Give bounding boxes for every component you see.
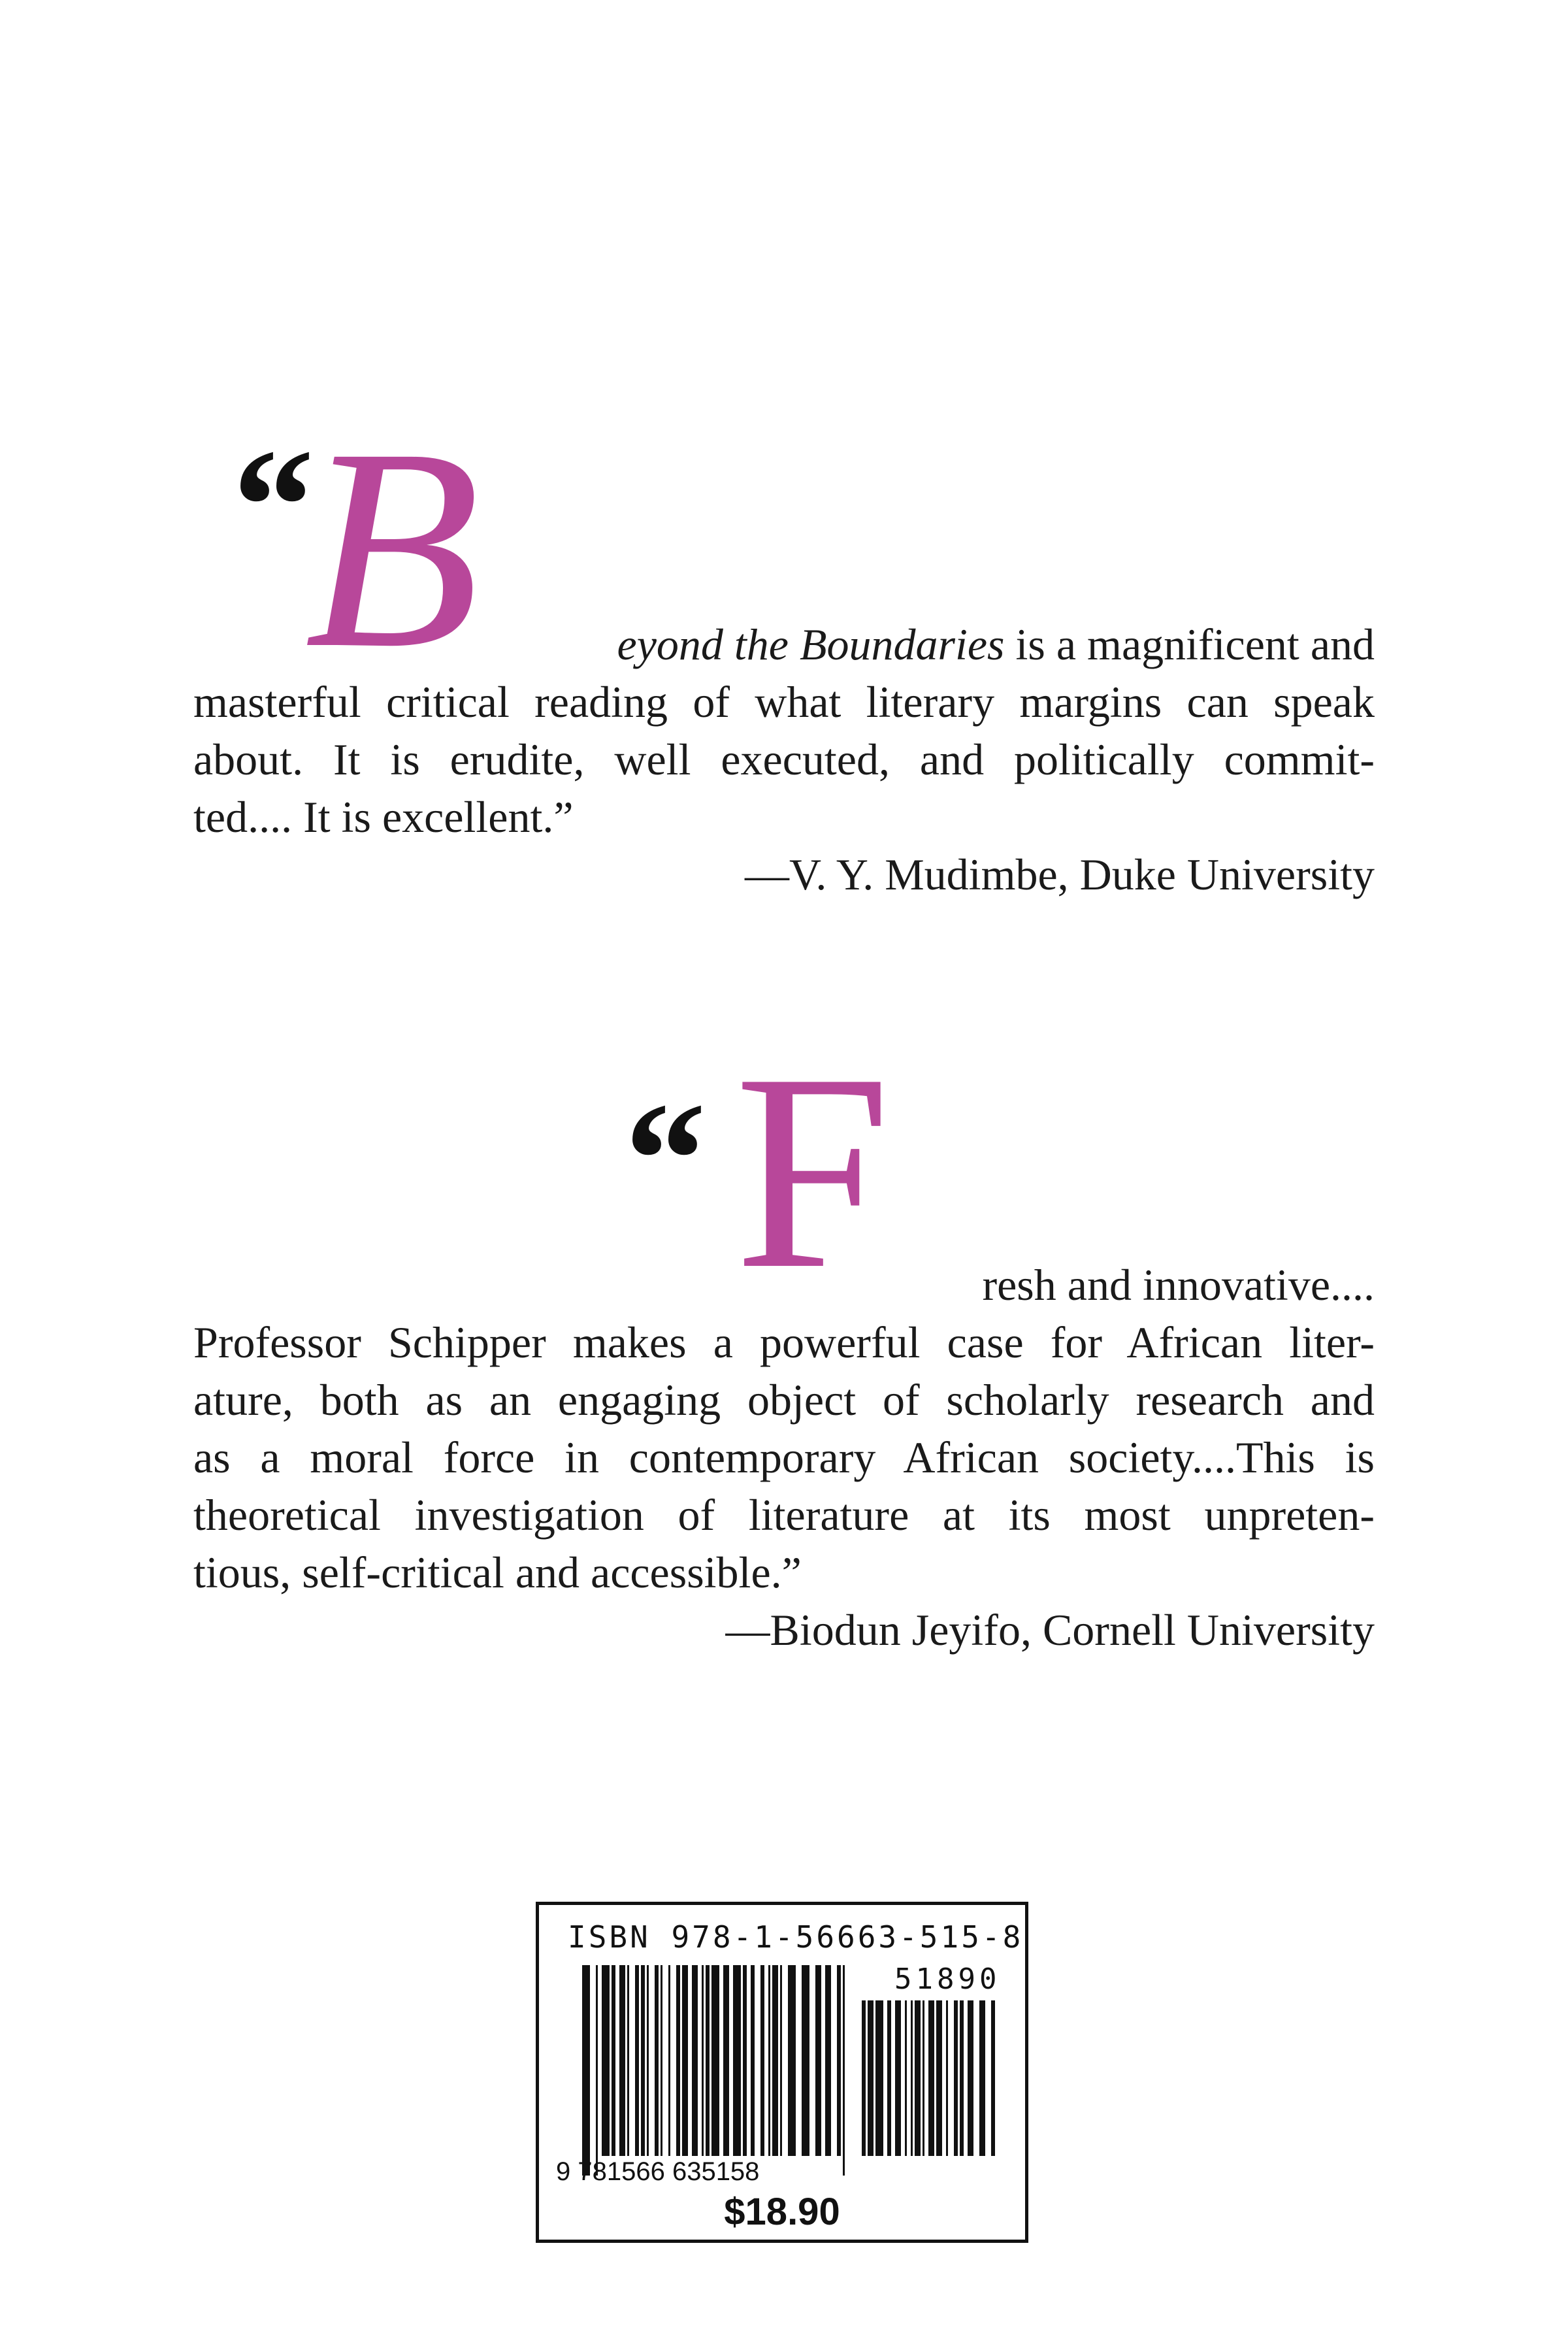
barcode-bar <box>911 2000 913 2156</box>
blurb-line: ature, both as an engaging object of scholarly research and <box>193 1375 1375 1425</box>
barcode-bar <box>875 2000 883 2156</box>
barcode-bar <box>760 1965 764 2156</box>
blurb-line: ted.... It is excellent.” <box>193 792 574 842</box>
barcode-bar <box>751 1965 755 2156</box>
open-quote-mark: “ <box>625 1069 706 1250</box>
blurb-attribution: —Biodun Jeyifo, Cornell University <box>725 1605 1375 1655</box>
barcode-bar <box>733 1965 741 2156</box>
barcode-bar <box>702 1965 704 2156</box>
barcode-bar <box>582 1965 590 2176</box>
barcode-bar <box>676 1965 680 2156</box>
barcode-bar <box>627 1965 629 2156</box>
price: $18.90 <box>724 2191 840 2233</box>
blurb-line: masterful critical reading of what literary margins can speak <box>193 677 1375 727</box>
drop-cap: F <box>734 1016 891 1327</box>
barcode-bar <box>706 1965 710 2156</box>
barcode-bar <box>772 1965 778 2156</box>
barcode-bar <box>692 1965 698 2156</box>
barcode-bar <box>743 1965 747 2156</box>
blurb-line: tious, self-critical and accessible.” <box>193 1548 802 1597</box>
barcode-bar <box>661 1965 662 2156</box>
barcode-bar <box>936 2000 942 2156</box>
barcode-bar <box>641 1965 645 2156</box>
barcode-label <box>536 1902 1028 2243</box>
barcode-bar <box>895 2000 901 2156</box>
barcode-bar <box>602 1965 610 2156</box>
barcode-bar <box>802 1965 809 2156</box>
blurb-line: theoretical investigation of literature at its most unpreten- <box>193 1490 1375 1540</box>
blurb-first-line: resh and innovative.... <box>982 1260 1375 1310</box>
barcode-bar <box>915 2000 921 2156</box>
price-addon-code: 51890 <box>894 1963 1001 1996</box>
blurb-body <box>193 1314 1375 1601</box>
barcode-bar <box>768 1965 770 2156</box>
barcode-bar <box>619 1965 625 2156</box>
ean-digits: 9 781566 635158 <box>556 2157 760 2186</box>
isbn-number: ISBN 978-1-56663-515-8 <box>568 1919 1024 1955</box>
barcode-bar <box>837 1965 841 2156</box>
drop-cap: B <box>304 389 480 708</box>
barcode-bar <box>946 2000 948 2156</box>
barcode-bar <box>780 1965 782 2156</box>
barcode-bar <box>815 1965 821 2156</box>
barcode-bar <box>887 2000 891 2156</box>
barcode-bar <box>968 2000 973 2156</box>
barcode-bar <box>635 1965 639 2156</box>
blurb-attribution: —V. Y. Mudimbe, Duke University <box>745 850 1375 899</box>
blurb-first-line <box>512 616 1375 673</box>
open-quote-mark: “ <box>233 416 314 597</box>
blurb-line: as a moral force in contemporary African society....This is <box>193 1433 1375 1482</box>
blurb-jeyifo <box>193 1016 1375 1659</box>
ean-bars <box>582 1965 845 2176</box>
blurb-line: about. It is erudite, well executed, and politically commit- <box>193 735 1375 784</box>
barcode-bar <box>991 2000 995 2156</box>
barcode-bar <box>862 2000 866 2156</box>
barcode-bar <box>979 2000 985 2156</box>
first-line-rest: is a magnificent and <box>1004 620 1375 669</box>
barcode-bar <box>960 2000 964 2156</box>
barcode-bar <box>923 2000 924 2156</box>
barcode-bar <box>723 1965 729 2156</box>
barcode-bar <box>868 2000 874 2156</box>
blurb-lead <box>193 1016 1375 1327</box>
barcode-bar <box>596 1965 598 2176</box>
barcode-bar <box>825 1965 831 2156</box>
barcode-bar <box>655 1965 659 2156</box>
book-title-italic: eyond the Boundaries <box>617 620 1005 669</box>
barcode-bar <box>647 1965 649 2156</box>
barcode-bar <box>682 1965 688 2156</box>
barcode-bar <box>954 2000 958 2156</box>
price-addon-bars <box>862 2000 995 2156</box>
barcode-bar <box>612 1965 615 2156</box>
barcode-bar <box>905 2000 907 2156</box>
barcode-bar <box>788 1965 796 2156</box>
barcode-bar <box>668 1965 670 2156</box>
barcode-bar <box>711 1965 719 2156</box>
blurb-mudimbe <box>193 389 1375 903</box>
blurb-line: Professor Schipper makes a powerful case for African liter- <box>193 1317 1375 1367</box>
barcode-bar <box>843 1965 845 2176</box>
barcode-bar <box>928 2000 934 2156</box>
